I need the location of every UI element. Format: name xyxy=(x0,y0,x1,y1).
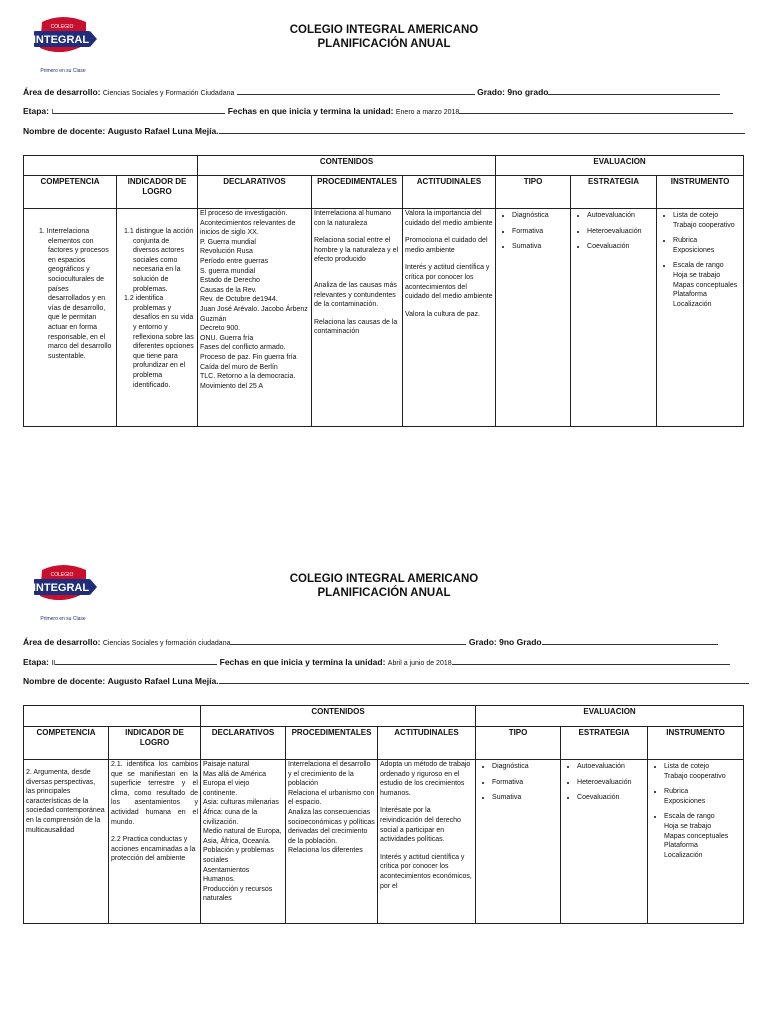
etapa-value: II xyxy=(51,660,56,667)
etapa-label: Etapa: xyxy=(23,106,49,116)
instrumento-item: • Rubrica Exposiciones xyxy=(673,236,741,255)
procedimental-item: Analiza las consecuencias socioeconómicas y políticas derivadas del crecimiento de la población. xyxy=(288,808,375,845)
fechas-value: Abril a junio de 2018 xyxy=(387,660,452,667)
declarativo-item: Población y problemas sociales xyxy=(203,847,274,864)
grado-value: 9no Grado xyxy=(499,637,542,647)
indicador-item: 1.1 distingue la acción conjunta de diversos actores sociales como necesaria en la solución de problemas. xyxy=(124,228,194,293)
grado-label: Grado: xyxy=(477,87,505,97)
estrategia-item: • Autoevaluación xyxy=(587,211,654,221)
instrumento-item: • Rubrica Exposiciones xyxy=(664,787,741,806)
declarativo-item: Asia: culturas milenarias xyxy=(203,799,279,807)
declarativo-item: S. guerra mundial xyxy=(200,267,256,275)
competencia-cell xyxy=(24,760,109,924)
etapa-line xyxy=(23,657,730,667)
etapa-label: Etapa: xyxy=(23,657,49,667)
estrategia-header: ESTRATEGIA xyxy=(571,176,657,209)
actitudinal-item: Valora la cultura de paz. xyxy=(405,310,480,318)
grado-value: 9no grado xyxy=(507,87,549,97)
declarativos-header: DECLARATIVOS xyxy=(198,176,312,209)
declarativo-item: Decreto 900. xyxy=(200,325,241,333)
procedimental-item: Interrelaciona al humano con la naturaleza xyxy=(314,210,392,227)
instrumento-item: • Escala de rango Hoja se trabajo Mapas conceptuales Plataforma Localización xyxy=(664,812,741,860)
indicador-header: INDICADOR DE LOGRO xyxy=(109,727,201,760)
planning-table xyxy=(23,705,744,924)
declarativo-item: Europa el viejo continente. xyxy=(203,780,250,797)
actitudinal-item: Adopta un método de trabajo ordenado y riguroso en el estudio de los crecimientos humanos. xyxy=(380,761,471,797)
instrumento-cell xyxy=(648,760,744,924)
area-label: Área de desarrollo: xyxy=(23,637,101,647)
docente-line xyxy=(23,126,745,136)
declarativo-item: ONU. Guerra fría xyxy=(200,334,254,342)
instrumento-header: INSTRUMENTO xyxy=(657,176,744,209)
instrumento-cell xyxy=(657,209,744,427)
tipo-item: • Formativa xyxy=(492,778,558,788)
procedimental-item: Interrelaciona el desarrollo y el crecimiento de la población xyxy=(288,761,371,788)
grado-label: Grado: xyxy=(468,637,497,647)
planning-table xyxy=(23,155,744,427)
tipo-item: • Diagnóstica xyxy=(512,211,568,221)
svg-text:COLEGIO: COLEGIO xyxy=(50,572,74,578)
docente-value: Augusto Rafael Luna Mejía. xyxy=(107,126,219,136)
indicador-item: 2.1. identifica los cambios que se manifiestan en la superficie terrestre y el clima, como resultado de los asentamientos y actividad humana en el mundo. xyxy=(111,761,198,826)
fechas-label: Fechas en que inicia y termina la unidad: xyxy=(219,657,386,667)
declarativo-item: Medio natural de Europa, Asia, África, Oceanía. xyxy=(203,828,282,845)
tipo-item: • Diagnóstica xyxy=(492,762,558,772)
procedimentales-cell xyxy=(286,760,378,924)
indicador-cell xyxy=(109,760,201,924)
svg-text:AMERICANO: AMERICANO xyxy=(48,599,76,604)
declarativo-item: Producción y recursos naturales xyxy=(203,885,273,903)
declarativo-item: Acontecimientos relevantes de inicios de siglo XX. xyxy=(200,219,296,237)
actitudinales-cell xyxy=(403,209,496,427)
declarativo-item: P. Guerra mundial xyxy=(200,238,256,246)
tipo-item: • Sumativa xyxy=(512,242,568,252)
actitudinales-header: ACTITUDINALES xyxy=(403,176,496,209)
indicador-cell xyxy=(117,209,198,427)
svg-text:Primero en su Clase: Primero en su Clase xyxy=(40,68,86,74)
actitudinal-item: Interés y actitud científica y crítica por conocer los acontecimientos económicos, por el xyxy=(380,853,472,890)
estrategia-cell xyxy=(571,209,657,427)
contenidos-header: CONTENIDOS xyxy=(198,156,496,176)
docente-label: Nombre de docente: xyxy=(23,126,106,136)
docente-line xyxy=(23,676,749,686)
actitudinal-item: Valora la importancia del cuidado del medio ambiente xyxy=(405,210,493,227)
procedimental-item: Relaciona el urbanismo con el espacio. xyxy=(288,789,375,807)
indicador-item: 1.2 identifica problemas y desafíos en su vida y entorno y reflexiona sobre las diferentes opciones que tiene para profundizar en el problema identificado. xyxy=(124,295,194,389)
tipo-cell xyxy=(496,209,571,427)
svg-text:Primero en su Clase: Primero en su Clase xyxy=(40,616,86,622)
estrategia-cell xyxy=(561,760,648,924)
docente-label: Nombre de docente: xyxy=(23,676,106,686)
declarativo-item: Proceso de paz. Fin guerra fría xyxy=(200,353,297,361)
estrategia-header: ESTRATEGIA xyxy=(561,727,648,760)
competencia-text: 2. Argumenta, desde diversas perspectivas, las principales características de la sociedad contemporánea en la comprensión de la multicausalidad xyxy=(26,769,105,834)
evaluacion-header: EVALUACION xyxy=(496,156,744,176)
procedimental-item: Analiza de las causas más relevantes y contundentes de la contaminación. xyxy=(314,281,397,309)
docente-value: Augusto Rafael Luna Mejía. xyxy=(107,676,219,686)
estrategia-item: • Coevaluación xyxy=(587,242,654,252)
plan-title: PLANIFICACIÓN ANUAL xyxy=(317,587,451,599)
etapa-value: I xyxy=(51,109,54,116)
declarativo-item: Período entre guerras xyxy=(200,257,269,265)
estrategia-item: • Autoevaluación xyxy=(577,762,645,772)
planning-section-2 xyxy=(0,548,768,1024)
svg-text:AMERICANO: AMERICANO xyxy=(48,51,76,56)
fechas-value: Enero a marzo 2018 xyxy=(395,109,460,116)
actitudinales-header: ACTITUDINALES xyxy=(378,727,476,760)
area-value: Ciencias Sociales y Formación Ciudadana xyxy=(102,90,235,97)
procedimental-item: Relaciona social entre el hombre y la naturaleza y el efecto producido xyxy=(314,237,399,264)
procedimentales-header: PROCEDIMENTALES xyxy=(286,727,378,760)
area-label: Área de desarrollo: xyxy=(23,87,101,97)
procedimentales-header: PROCEDIMENTALES xyxy=(312,176,403,209)
declarativo-item: Mas allá de América xyxy=(203,770,267,778)
declarativo-item: Revolución Rusa xyxy=(200,248,253,256)
declarativo-item: Fases del conflicto armado. xyxy=(200,344,286,352)
declarativo-item: Estado de Derecho xyxy=(200,277,260,285)
competencia-cell xyxy=(24,209,117,427)
estrategia-item: • Heteroevaluación xyxy=(577,778,645,788)
svg-text:COLEGIO: COLEGIO xyxy=(50,24,74,30)
etapa-line xyxy=(23,106,733,116)
declarativo-item: Juan José Arévalo. Jacobo Árbenz Guzmán xyxy=(200,305,308,323)
school-title: COLEGIO INTEGRAL AMERICANO xyxy=(289,573,479,585)
svg-text:INTEGRAL: INTEGRAL xyxy=(32,582,90,594)
declarativo-item: TLC. Retorno a la democracia. Movimiento del 25 A xyxy=(200,373,296,390)
competencia-header: COMPETENCIA xyxy=(24,176,117,209)
procedimental-item: Relaciona los diferentes xyxy=(288,847,363,855)
declarativo-item: Causas de la Rev. xyxy=(200,286,257,294)
procedimental-item: Relaciona las causas de la contaminación xyxy=(314,318,398,336)
area-line xyxy=(23,637,718,647)
instrumento-item: • Lista de cotejo Trabajo cooperativo xyxy=(673,211,741,230)
evaluacion-header: EVALUACION xyxy=(476,706,744,727)
fechas-label: Fechas en que inicia y termina la unidad: xyxy=(227,106,394,116)
actitudinal-item: Interés y actitud científica y crítica por conocer los acontecimientos del cuidado del medio ambiente xyxy=(405,264,493,301)
plan-title: PLANIFICACIÓN ANUAL xyxy=(317,38,451,50)
tipo-header: TIPO xyxy=(476,727,561,760)
declarativos-header: DECLARATIVOS xyxy=(201,727,286,760)
tipo-item: • Formativa xyxy=(512,227,568,237)
svg-text:INTEGRAL: INTEGRAL xyxy=(32,34,90,46)
contenidos-header: CONTENIDOS xyxy=(201,706,476,727)
tipo-header: TIPO xyxy=(496,176,571,209)
declarativo-item: Asentamientos Humanos. xyxy=(203,866,250,884)
competencia-text: 1. Interrelaciona elementos con factores y procesos en espacios geográficos y socioculturales de países desarrollados y en vías de desarrollo, que le permitan actuar en forma responsable, en el marco del desarrollo sustentable. xyxy=(39,228,112,360)
instrumento-item: • Escala de rango Hoja se trabajo Mapas conceptuales Plataforma Localización xyxy=(673,261,741,309)
school-title: COLEGIO INTEGRAL AMERICANO xyxy=(289,24,479,36)
actitudinales-cell xyxy=(378,760,476,924)
competencia-header: COMPETENCIA xyxy=(24,727,109,760)
area-line xyxy=(23,87,720,97)
estrategia-item: • Coevaluación xyxy=(577,793,645,803)
instrumento-item: • Lista de cotejo Trabajo cooperativo xyxy=(664,762,741,781)
tipo-cell xyxy=(476,760,561,924)
planning-section-1 xyxy=(0,0,768,440)
declarativo-item: El proceso de investigación. xyxy=(200,210,288,217)
tipo-item: • Sumativa xyxy=(492,793,558,803)
indicador-item: 2.2 Practica conductas y acciones encaminadas a la protección del ambiente xyxy=(111,836,196,863)
declarativo-item: Caída del muro de Berlín xyxy=(200,363,278,371)
instrumento-header: INSTRUMENTO xyxy=(648,727,744,760)
actitudinal-item: Promociona el cuidado del medio ambiente xyxy=(405,237,488,254)
procedimentales-cell xyxy=(312,209,403,427)
declarativo-item: África: cuna de la civilización. xyxy=(203,808,258,826)
actitudinal-item: Interésate por la reivindicación del derecho social a participar en actividades políticas. xyxy=(380,807,461,844)
declarativos-cell xyxy=(198,209,312,427)
declarativo-item: Paisaje natural xyxy=(203,761,250,768)
estrategia-item: • Heteroevaluación xyxy=(587,227,654,237)
area-value: Ciencias Sociales y formación ciudadana xyxy=(102,640,231,647)
indicador-header: INDICADOR DE LOGRO xyxy=(117,176,198,209)
declarativos-cell xyxy=(201,760,286,924)
declarativo-item: Rev. de Octubre de1944. xyxy=(200,296,278,304)
